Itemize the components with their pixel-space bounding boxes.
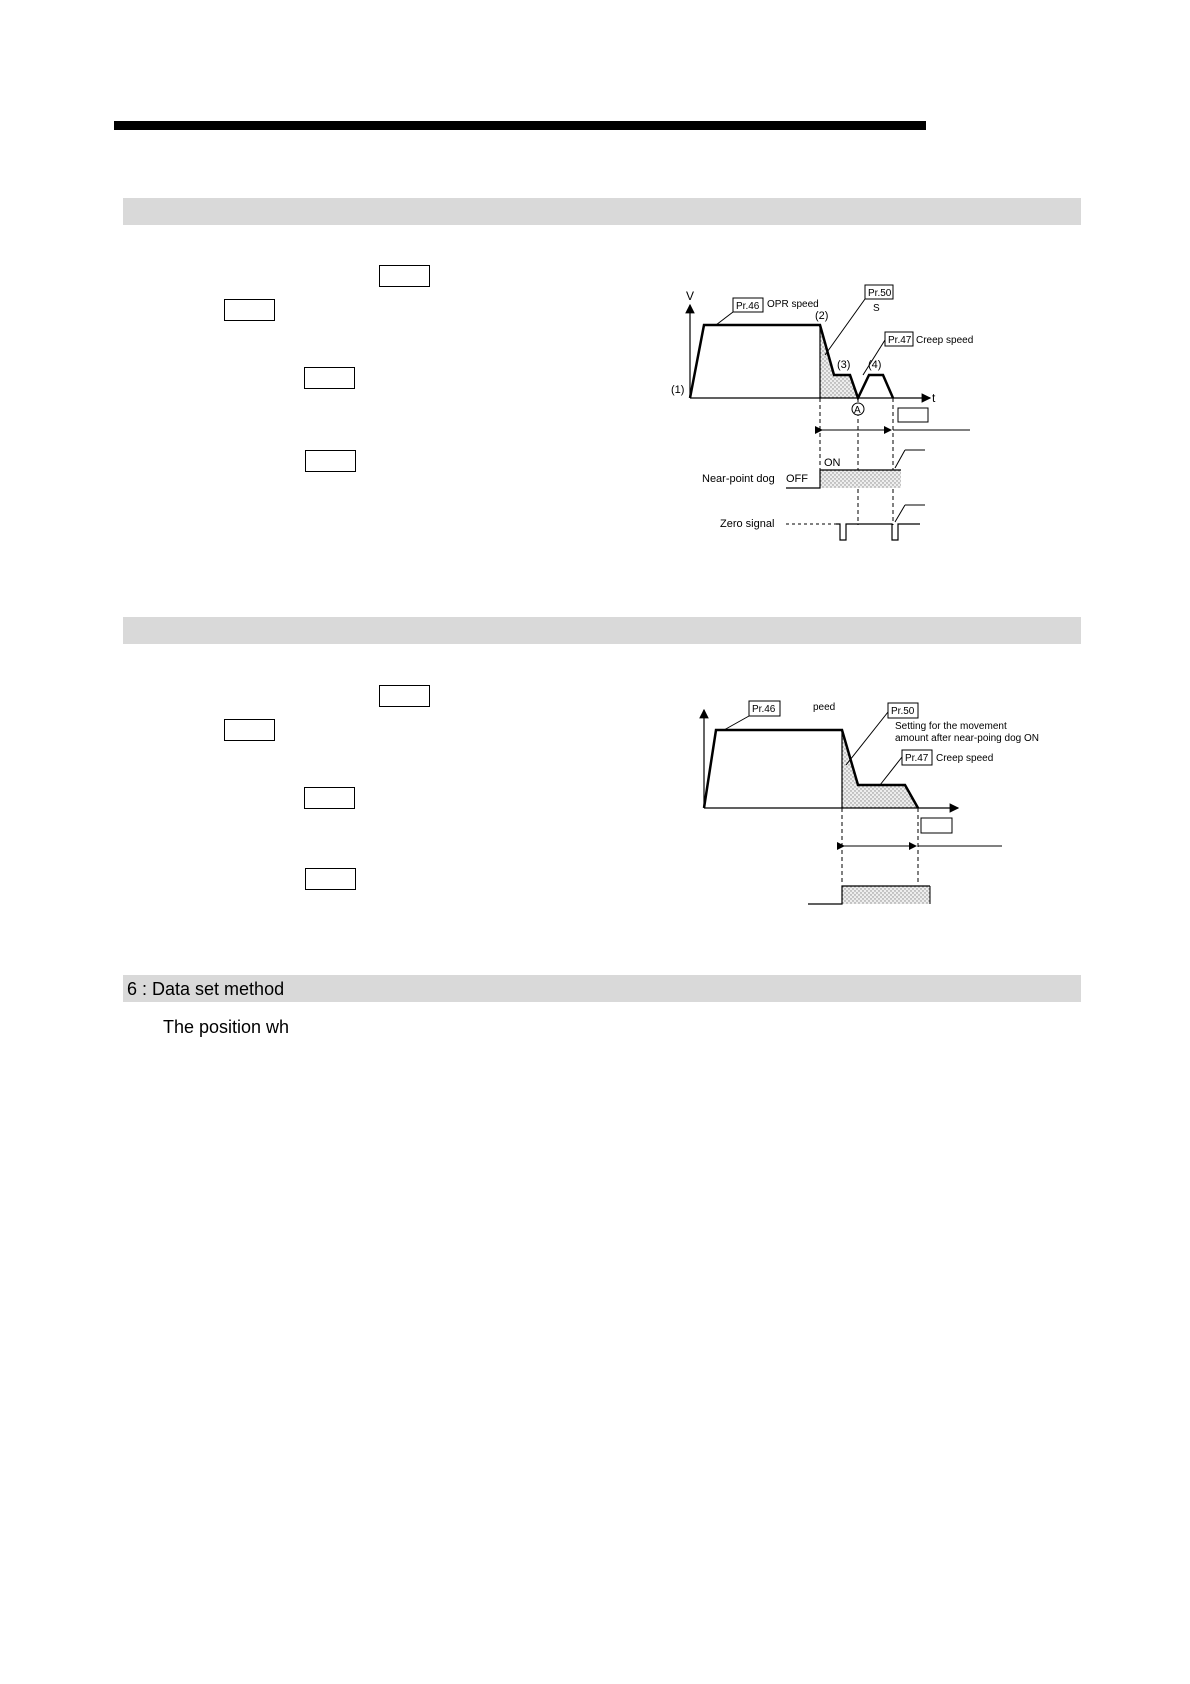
v-label: V	[686, 289, 695, 303]
opr-speed-label: OPR speed	[767, 299, 819, 310]
off-label: OFF	[786, 473, 808, 485]
small-label-box	[921, 818, 952, 833]
param-ref-box	[304, 367, 355, 389]
param-ref-box	[224, 299, 275, 321]
param-ref-box	[224, 719, 275, 741]
speed-fragment-label: peed	[813, 702, 836, 713]
param-ref-box	[305, 450, 356, 472]
zero-signal-pulse	[836, 524, 920, 540]
pr50-sub-label: S	[873, 303, 880, 314]
section-band-2	[123, 617, 1081, 644]
mark-2: (2)	[815, 310, 829, 322]
pr46-label: Pr.46	[736, 301, 760, 312]
mark-1: (1)	[671, 384, 685, 396]
pr47-label: Pr.47	[905, 753, 929, 764]
near-point-dog-label: Near-point dog	[702, 473, 775, 485]
section-title-6: 6 : Data set method	[127, 979, 285, 999]
creep-speed-label: Creep speed	[916, 335, 974, 346]
param-ref-box	[379, 265, 430, 287]
section-band-1	[123, 198, 1081, 225]
dog-on-area	[842, 886, 930, 904]
opr-timing-chart-2	[690, 690, 1050, 920]
point-a-label: A	[854, 405, 861, 416]
speed-profile	[690, 325, 893, 398]
dog-on-area	[820, 470, 901, 488]
pr50-note-line2: amount after near-poing dog ON	[895, 733, 1039, 744]
param-ref-box	[305, 868, 356, 890]
header-rule	[114, 121, 926, 130]
creep-speed-label: Creep speed	[936, 753, 994, 764]
pr47-label: Pr.47	[888, 335, 912, 346]
on-label: ON	[824, 457, 841, 469]
param-ref-box	[304, 787, 355, 809]
pr46-label: Pr.46	[752, 704, 776, 715]
section-band-6	[123, 975, 1081, 1002]
pr50-note-line1: Setting for the movement	[895, 721, 1007, 732]
pr50-label: Pr.50	[891, 706, 915, 717]
t-label: t	[932, 391, 936, 405]
small-label-box	[898, 408, 928, 422]
mark-4: (4)	[868, 359, 882, 371]
pr50-label: Pr.50	[868, 288, 892, 299]
zero-signal-label: Zero signal	[720, 518, 775, 530]
section6-paragraph: The position wh	[163, 1017, 290, 1037]
mark-3: (3)	[837, 359, 851, 371]
opr-timing-chart-1	[660, 270, 990, 550]
param-ref-box	[379, 685, 430, 707]
